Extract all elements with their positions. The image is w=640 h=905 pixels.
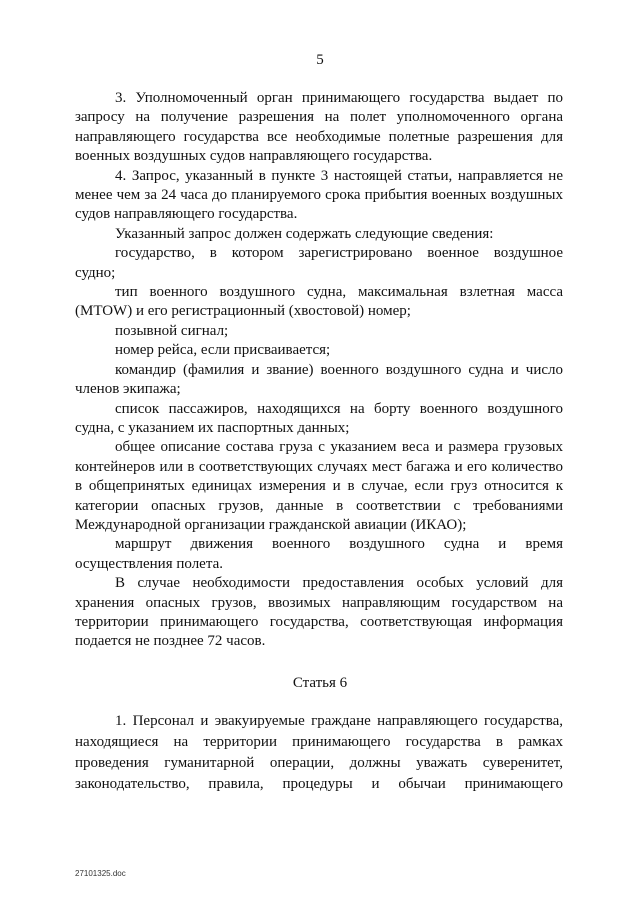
list-item: позывной сигнал; [115,322,229,339]
list-item: номер рейса, если присваивается; [115,342,331,359]
list-item-line: судно; [75,264,116,281]
list-item-line: осуществления полета. [75,555,223,572]
list-item-line: членов экипажа; [75,381,181,398]
page-number: 5 [316,52,324,68]
paragraph-line: подается не позднее 72 часов. [75,633,266,650]
list-item-line: в общепринятых единицах измерения и в случае, если груз относится к [75,478,563,495]
footer-filename: 27101325.doc [75,869,126,878]
paragraph: Указанный запрос должен содержать следующие сведения: [115,225,494,242]
article-heading: Статья 6 [292,675,348,691]
paragraph-line: судов направляющего государства. [75,206,298,223]
article-body-text [75,711,563,795]
paragraph: 1. Персонал и эвакуируемые граждане направляющего государства, [115,713,563,729]
paragraph-line: находящиеся на территории принимающего государства в рамках [75,734,563,750]
paragraph-line: менее чем за 24 часа до планируемого срока прибытия военных воздушных [75,187,563,204]
list-item-line: Международной организации гражданской авиации (ИКАО); [75,516,467,533]
list-item: общее описание состава груза с указанием веса и размера грузовых [115,439,563,456]
paragraph-line: военных воздушных судов направляющего государства. [75,148,433,165]
list-item: государство, в котором зарегистрировано военное воздушное [115,245,563,262]
list-item-line: контейнеров или в соответствующих случаях мест багажа и его количество [75,458,563,475]
list-item: тип военного воздушного судна, максимальная взлетная масса [115,284,563,301]
paragraph-line: хранения опасных грузов, ввозимых направляющим государством на [75,594,563,611]
list-item: список пассажиров, находящихся на борту военного воздушного [115,400,563,417]
list-item-line: (MTOW) и его регистрационный (хвостовой) номер; [75,303,411,320]
list-item: командир (фамилия и звание) военного воздушного судна и число [115,361,563,378]
list-item-line: судна, с указанием их паспортных данных; [75,419,350,436]
paragraph: 4. Запрос, указанный в пункте 3 настоящей статьи, направляется не [115,167,563,184]
paragraph-line: запросу на получение разрешения на полет уполномоченного органа [75,109,563,126]
paragraph: В случае необходимости предоставления особых условий для [115,575,563,592]
list-item: маршрут движения военного воздушного судна и время [115,536,563,553]
paragraph-line: проведения гуманитарной операции, должны уважать суверенитет, [75,755,563,771]
paragraph-line: законодательство, правила, процедуры и обычаи принимающего [75,776,563,792]
body-text [75,89,563,652]
paragraph: 3. Уполномоченный орган принимающего государства выдает по [115,90,563,106]
paragraph-line: территории принимающего государства, соответствующая информация [75,613,563,630]
paragraph-line: направляющего государства все необходимые полетные разрешения для [75,128,563,145]
list-item-line: категории опасных грузов, данные в соответствии с требованиями [75,497,563,514]
